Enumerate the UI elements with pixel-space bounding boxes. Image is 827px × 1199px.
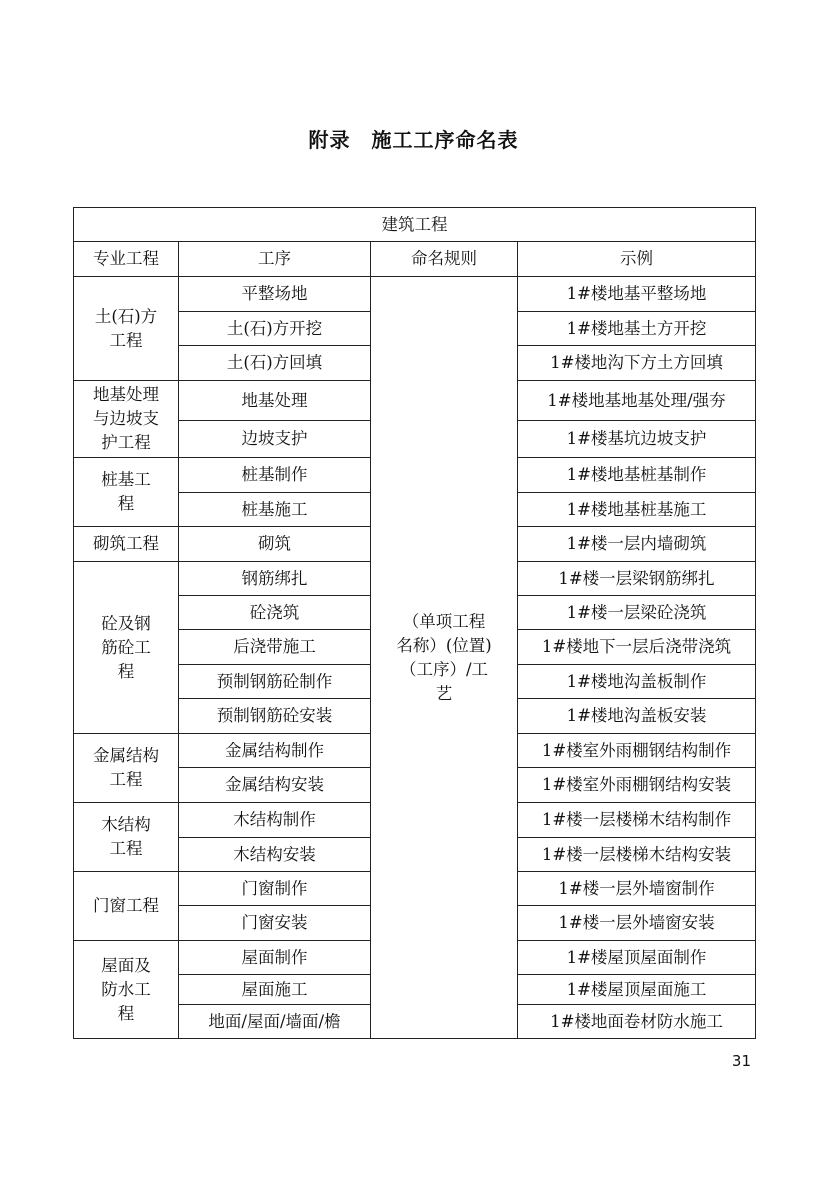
process-cell: 屋面制作: [179, 941, 371, 975]
process-cell: 地面/屋面/墙面/檐: [179, 1005, 371, 1039]
specialty-cell: 地基处理与边坡支护工程: [74, 381, 179, 458]
header-specialty: 专业工程: [74, 242, 179, 277]
example-cell: 1#楼地沟盖板安装: [518, 699, 756, 734]
process-cell: 预制钢筋砼制作: [179, 665, 371, 699]
process-cell: 后浇带施工: [179, 630, 371, 665]
process-cell: 金属结构制作: [179, 734, 371, 768]
header-example: 示例: [518, 242, 756, 277]
table-caption: 建筑工程: [74, 208, 756, 242]
example-cell: 1#楼地面卷材防水施工: [518, 1005, 756, 1039]
header-process: 工序: [179, 242, 371, 277]
specialty-cell: 砌筑工程: [74, 527, 179, 562]
process-cell: 金属结构安装: [179, 768, 371, 803]
process-cell: 桩基制作: [179, 458, 371, 493]
example-cell: 1#楼室外雨棚钢结构制作: [518, 734, 756, 768]
page-title: 附录 施工工序命名表: [308, 128, 519, 152]
example-cell: 1#楼一层梁钢筋绑扎: [518, 562, 756, 596]
example-cell: 1#楼地基地基处理/强夯: [518, 381, 756, 421]
specialty-cell: 土(石)方工程: [74, 277, 179, 381]
process-cell: 地基处理: [179, 381, 371, 421]
specialty-cell: 桩基工程: [74, 458, 179, 527]
example-cell: 1#楼地基桩基施工: [518, 493, 756, 527]
process-cell: 屋面施工: [179, 975, 371, 1005]
example-cell: 1#楼地沟盖板制作: [518, 665, 756, 699]
process-cell: 木结构制作: [179, 803, 371, 838]
process-cell: 钢筋绑扎: [179, 562, 371, 596]
example-cell: 1#楼室外雨棚钢结构安装: [518, 768, 756, 803]
example-cell: 1#楼地下一层后浇带浇筑: [518, 630, 756, 665]
specialty-cell: 木结构工程: [74, 803, 179, 872]
example-cell: 1#楼屋顶屋面施工: [518, 975, 756, 1005]
header-naming-rule: 命名规则: [371, 242, 518, 277]
naming-rule-cell: （单项工程名称）(位置)（工序）/工艺: [371, 277, 518, 1039]
specialty-cell: 门窗工程: [74, 872, 179, 941]
process-cell: 边坡支护: [179, 421, 371, 458]
table-header-row: [74, 242, 756, 277]
page-number: 31: [731, 1052, 751, 1070]
process-cell: 桩基施工: [179, 493, 371, 527]
process-cell: 预制钢筋砼安装: [179, 699, 371, 734]
example-cell: 1#楼基坑边坡支护: [518, 421, 756, 458]
example-cell: 1#楼一层内墙砌筑: [518, 527, 756, 562]
example-cell: 1#楼地沟下方土方回填: [518, 346, 756, 381]
example-cell: 1#楼地基土方开挖: [518, 312, 756, 346]
example-cell: 1#楼一层楼梯木结构制作: [518, 803, 756, 838]
example-cell: 1#楼屋顶屋面制作: [518, 941, 756, 975]
process-cell: 土(石)方开挖: [179, 312, 371, 346]
process-naming-table: [73, 207, 756, 1039]
specialty-cell: 屋面及防水工程: [74, 941, 179, 1039]
table-row: [74, 277, 756, 312]
example-cell: 1#楼地基平整场地: [518, 277, 756, 312]
example-cell: 1#楼地基桩基制作: [518, 458, 756, 493]
process-cell: 砌筑: [179, 527, 371, 562]
process-cell: 平整场地: [179, 277, 371, 312]
example-cell: 1#楼一层外墙窗安装: [518, 906, 756, 941]
table-caption-row: [74, 208, 756, 242]
example-cell: 1#楼一层外墙窗制作: [518, 872, 756, 906]
example-cell: 1#楼一层楼梯木结构安装: [518, 838, 756, 872]
process-cell: 木结构安装: [179, 838, 371, 872]
process-cell: 门窗安装: [179, 906, 371, 941]
process-cell: 砼浇筑: [179, 596, 371, 630]
process-cell: 土(石)方回填: [179, 346, 371, 381]
specialty-cell: 金属结构工程: [74, 734, 179, 803]
process-cell: 门窗制作: [179, 872, 371, 906]
example-cell: 1#楼一层梁砼浇筑: [518, 596, 756, 630]
specialty-cell: 砼及钢筋砼工程: [74, 562, 179, 734]
